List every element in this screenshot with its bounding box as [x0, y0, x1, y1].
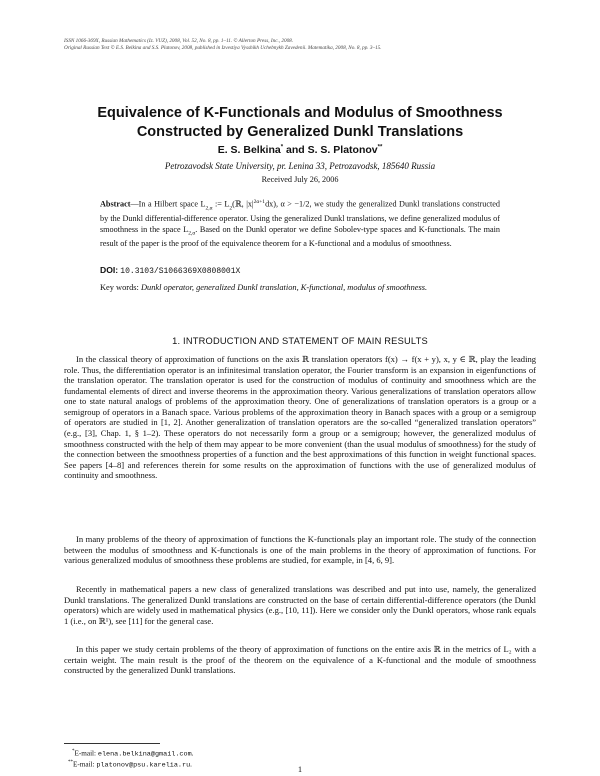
footnote-1: *E-mail: elena.belkina@gmail.com. — [72, 749, 194, 759]
doi-label: DOI: — [100, 265, 119, 275]
abstract-dash: — — [130, 199, 139, 209]
paper-title-line-1: Equivalence of K-Functionals and Modulus of Smoothness — [97, 105, 503, 121]
abstract-text-1: In a Hilbert space L — [138, 199, 206, 209]
doi-link[interactable]: 10.3103/S1066369X0808001X — [120, 267, 241, 276]
email-link-1[interactable]: elena.belkina@gmail.com — [97, 750, 192, 759]
authors-and: and — [286, 144, 305, 156]
page-number: 1 — [297, 764, 303, 774]
received-date: Received July 26, 2006 — [261, 175, 339, 184]
body-paragraph-4: In this paper we study certain problems of the theory of approximation of functions on the entire axis ℝ in the metrics of L₂ with a certain weight. The main result is the proof of the theorem on the equivalence of a K-functional and the module of smoothness constructed by the generalized Dunkl translations. — [64, 644, 536, 676]
author-2-mark: ** — [377, 144, 383, 151]
keywords-text: Dunkl operator, generalized Dunkl translation, K-functional, modulus of smoothness. — [140, 283, 428, 292]
abstract-label: Abstract — [100, 199, 131, 209]
abstract-sup-1: 2α+1 — [253, 199, 266, 205]
abstract-text-4: dx), α > −1/2, we study the generalized Dunkl translations constructed by the Dunkl differential-difference operator. Using the generalized Dunkl translations, we define generalized modulus of smoothness in the space L — [100, 199, 500, 234]
body-paragraph-3: Recently in mathematical papers a new class of generalized translations was described and put into use, namely, the generalized Dunkl translations. The generalized Dunkl translations are constructed on the base of certain differential-difference operators (the Dunkl operators) which are widely used in mathematical physics (e.g., [10, 11]). Here we consider only the Dunkl operators, whose rank equals 1 (i.e., on ℝ¹), see [11] for the general case. — [64, 584, 536, 626]
affiliation: Petrozavodsk State University, pr. Lenina 33, Petrozavodsk, 185640 Russia — [164, 161, 436, 171]
abstract-text-3: (ℝ, |x| — [232, 199, 254, 209]
section-heading: 1. INTRODUCTION AND STATEMENT OF MAIN RESULTS — [172, 336, 428, 346]
footnote-rule — [64, 743, 160, 744]
doi — [100, 265, 500, 276]
paper-title-line-2: Constructed by Generalized Dunkl Translations — [136, 124, 464, 140]
journal-header-line-1: ISSN 1066-369X, Russian Mathematics (Iz. VUZ), 2008, Vol. 52, No. 8, pp. 1–11. © Allerton Press, Inc., 2008. — [64, 38, 294, 44]
abstract-sub-1: 2,α — [205, 205, 213, 212]
body-paragraph-1: In the classical theory of approximation of functions on the axis ℝ translation operators f(x) → f(x + y), x, y ∈ ℝ, play the leading role. Thus, the differentiation operator is an infinitesimal translation operator, the Fourier transform is an expansion in eigenfunctions of the translation operator. The translation operator is used for the construction of modulus of continuity and smoothness which are the fundamental elements of direct and inverse theorems in the approximation theory. Various generalizations of translation operators allow one to state natural analogs of problems of the approximation theory. One of generalizations of translation operators is a group or a semigroup of operators in a Banach space. Various problems of the approximation theory in Banach spaces with a group or a semigroup of operators are studied in [1, 2]. Another generalization of translation operators are the so-called “generalized translation operators” (e.g., [3], Chap. 1, § 1–2). These operators do not necessarily form a group or a semigroup; however, the generalized modulus of smoothness constructed with the help of them may appear to be more convenient (than the usual modulus of smoothness) for the study of the connection between the smoothness properties of a function and the best approximations of this function in weight functional spaces. See papers [4–8] and references therein for some results on the approximation of functions with the use of generalized modulus of continuity and smoothness. — [64, 354, 536, 481]
abstract-text-5: . Based on the Dunkl operator we define Sobolev-type spaces and K-functionals. The main result of the paper is the proof of the equivalence theorem for a K-functional and a modulus of smoothness. — [100, 224, 500, 248]
journal-header-line-2: Original Russian Text © E.S. Belkina and S.S. Platonov, 2008, published in Izvestiya Vysshikh Uchebnykh Zavedenii. Matematika, 2008, No. 8, pp. 3–15. — [64, 45, 382, 51]
abstract-text-2: := L — [212, 199, 230, 209]
keywords — [100, 283, 500, 294]
abstract-sub-2: 2 — [229, 205, 233, 212]
author-1-mark: * — [280, 144, 284, 151]
author-2: S. S. Platonov — [307, 144, 378, 156]
author-1: E. S. Belkina — [217, 144, 281, 156]
abstract — [100, 197, 500, 249]
authors — [0, 144, 600, 156]
email-link-2[interactable]: platonov@psu.karelia.ru — [96, 761, 191, 770]
abstract-sub-3: 2,α — [188, 230, 196, 237]
footnote-2: **E-mail: platonov@psu.karelia.ru. — [68, 760, 192, 770]
keywords-label: Key words: — [100, 283, 139, 292]
body-paragraph-2: In many problems of the theory of approximation of functions the K-functionals play an important role. The study of the connection between the modulus of smoothness and K-functionals is one of the main problems in the theory of approximation of functions. For various generalized modulus of smoothness these problems are studied, for example, in [4, 6, 9]. — [64, 534, 536, 566]
